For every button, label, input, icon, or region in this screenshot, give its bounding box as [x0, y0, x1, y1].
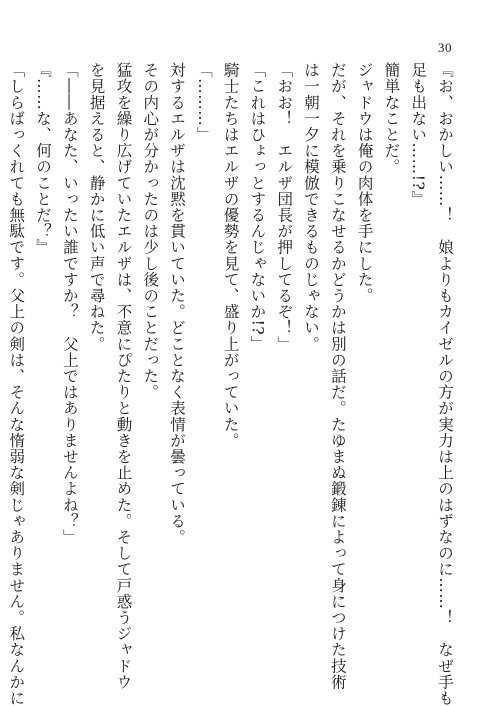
page-number: 30 [438, 40, 452, 55]
text-line: 騎士たちはエルザの優勢を見て、盛り上がっていた。 [221, 62, 240, 449]
text-line: 対するエルザは沈黙を貫いていた。どことなく表情が曇っている。 [168, 62, 187, 545]
text-line: 「しらばっくれても無駄です。父上の剣は、そんな惰弱な剣じゃありません。私なんかに [7, 62, 26, 706]
body-text [7, 62, 458, 706]
text-line: 「………」 [194, 62, 213, 143]
text-line: 足も出ない……!?』 [409, 62, 428, 207]
text-line: 「おお！ エルザ団長が押してるぞ！」 [275, 62, 294, 352]
text-line: 『……な、何のことだ？』 [34, 62, 53, 256]
text-line: 「――あなた、いったい誰ですか？ 父上ではありませんよね？」 [60, 62, 79, 545]
text-line: は一朝一夕に模倣できるものじゃない。 [302, 62, 321, 352]
text-line: 簡単なことだ。 [382, 62, 401, 175]
text-line: その内心が分かったのは少し後のことだった。 [141, 62, 160, 401]
text-line: を見据えると、静かに低い声で尋ねた。 [87, 62, 106, 352]
text-line: ジャドウは俺の肉体を手にした。 [355, 62, 374, 304]
text-line: 「これはひょっとするんじゃないか!?」 [248, 62, 267, 352]
text-line: 猛攻を繰り広げていたエルザは、不意にぴたりと動きを止めた。そして戸惑うジャドウ [114, 62, 133, 690]
text-line: 『お、おかしい……！ 娘よりもカイゼルの方が実力は上のはずなのに……！ なぜ手も [436, 62, 454, 706]
text-line: だが、それを乗りこなせるかどうかは別の話だ。たゆまぬ鍛錬によって身につけた技術 [328, 62, 347, 690]
